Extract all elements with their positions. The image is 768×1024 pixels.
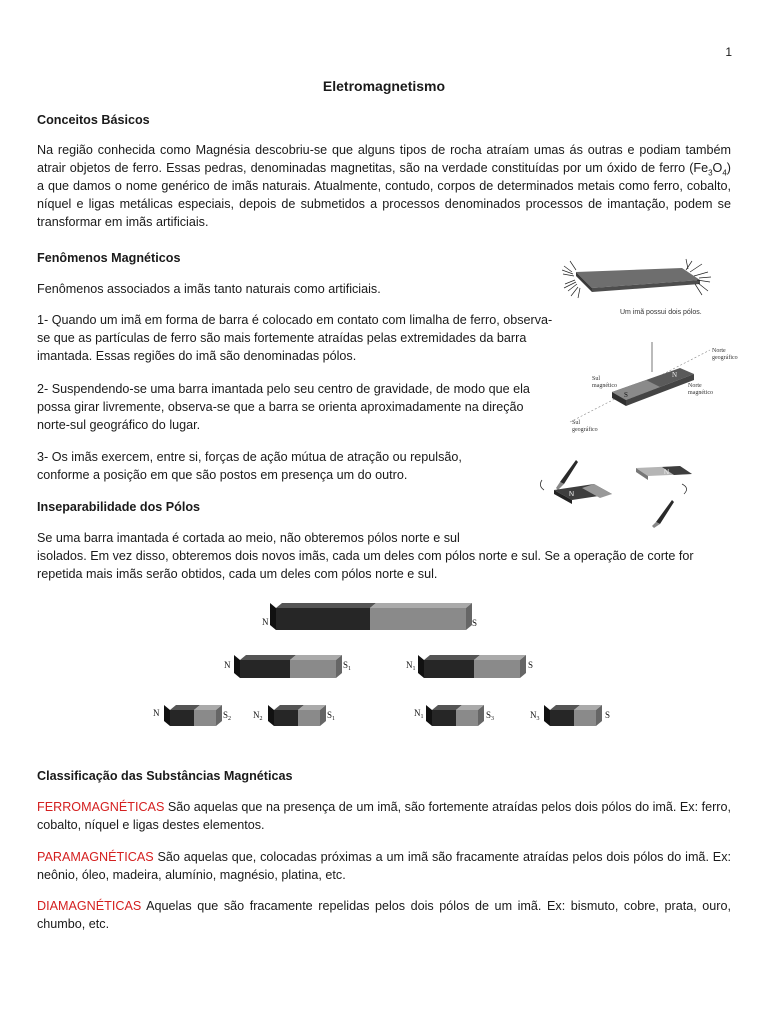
magnet-half-1 [234, 655, 342, 678]
formula-sub-4: 4 [722, 168, 727, 178]
paragraph-text-end: ) a que damos o nome genérico de imãs naturais. Atualmente, contudo, corpos de determinados metais como ferro, cobalto, níquel e ligas metálicas especiais, depois de submetidos a processos denominados processos de imantação, podem se transformar em imãs artificiais. [37, 161, 731, 229]
row3b-label-n-letter: N [253, 710, 260, 720]
phenomenon-item-1: 1- Quando um imã em forma de barra é colocado em contato com limalha de ferro, observa-se que as partículas de ferro são mais fortemente atraídas pelas extremidades da barra imantada. Essas regiões do imã são denominadas pólos. [37, 313, 553, 363]
row2b-label-n-sub: 1 [412, 666, 416, 672]
inseparability-line-1: Se uma barra imantada é cortada ao meio, não obteremos pólos norte e sul [37, 531, 460, 545]
row3a-label-s [223, 710, 231, 722]
row3b-label-s [327, 710, 335, 722]
row3b-label-n-sub: 2 [259, 716, 263, 722]
class-paramagneticas [37, 848, 731, 884]
row3c-label-s [486, 710, 494, 722]
row3d-label-s: S [605, 710, 611, 720]
heading-fenomenos-magneticos: Fenômenos Magnéticos [37, 251, 181, 265]
row3d-label-n-sub: 3 [536, 716, 540, 722]
phenomena-intro: Fenômenos associados a imãs tanto naturais como artificiais. [37, 282, 381, 296]
heading-classificacao: Classificação das Substâncias Magnéticas [37, 769, 293, 783]
row3b-label-n [253, 710, 263, 722]
heading-inseparabilidade: Inseparabilidade dos Pólos [37, 500, 201, 514]
magnet-quarter-1 [164, 705, 222, 726]
formula-sub-3: 3 [708, 168, 713, 178]
magnet-full [270, 603, 472, 630]
south-mag-label-2: magnético [592, 383, 617, 389]
figure-iron-filings [562, 258, 712, 320]
north-geo-label-2: geográfico [712, 355, 738, 361]
term-diamagneticas: DIAMAGNÉTICAS [37, 899, 142, 913]
bar-label-n: N [672, 371, 678, 379]
row3a-label-s-letter: S [223, 710, 229, 720]
compass-needle-icon-2 [652, 500, 674, 528]
def-ferromagneticas: São aquelas que na presença de um imã, são fortemente atraídas pelos dois pólos do imã. Ex: ferro, cobalto, níquel e ligas destes elementos. [37, 800, 731, 832]
def-paramagneticas: São aquelas que, colocadas próximas a um imã são fracamente atraídas pelos dois pólos do imã. Ex: neônio, óleo, madeira, alumínio, magnésio, platina, etc. [37, 850, 731, 882]
south-geo-label-1: Sul [572, 420, 581, 426]
magnet-1-label-n: N [569, 491, 575, 498]
row3d-label-n [530, 710, 540, 722]
north-mag-label-2: magnético [688, 390, 713, 396]
magnet-quarter-3 [426, 705, 484, 726]
figure-magnet-interaction [532, 454, 742, 529]
row1-label-s: S [472, 618, 478, 628]
figure-magnet-cutting [150, 598, 620, 740]
row1-label-n: N [262, 617, 269, 627]
row2a-label-s-sub: 1 [348, 666, 352, 672]
row3a-label-s-sub: 2 [228, 716, 232, 722]
row3c-label-s-sub: 3 [491, 716, 495, 722]
iron-filings-left-icon [562, 261, 580, 298]
row2b-label-n [406, 660, 416, 672]
paragraph-text-start: Na região conhecida como Magnésia descobriu-se que alguns tipos de rocha atraíam umas ás outras e podiam também atrair objetos de ferro. Essas pedras, denominadas magnetitas, são na verdade constituídas por um óxido de ferro ( [37, 143, 731, 175]
figure-filings-caption: Um imã possui dois pólos. [620, 309, 702, 316]
inseparability-line-2: isolados. Em vez disso, obteremos dois novos imãs, cada um deles com pólos norte e sul. Se a operação de corte for repetida mais imãs serão obtidos, cada um deles com pólos norte e sul. [37, 549, 694, 581]
row3b-label-s-letter: S [327, 710, 333, 720]
bar-label-s: S [624, 391, 628, 399]
magnet-bar-1 [554, 484, 612, 504]
north-geo-label-1: Norte [712, 348, 726, 354]
class-ferromagneticas [37, 798, 731, 834]
figure-suspended-magnet [560, 342, 750, 437]
heading-conceitos-basicos: Conceitos Básicos [37, 113, 150, 127]
row2b-label-n-letter: N [406, 660, 413, 670]
paragraph-conceitos-basicos [37, 141, 731, 231]
row3b-label-s-sub: 1 [332, 716, 336, 722]
magnet-2-label-n: N [664, 469, 670, 476]
phenomenon-item-3: 3- Os imãs exercem, entre si, forças de ação mútua de atração ou repulsão, conforme a posição em que são postos em presença um do outro. [37, 450, 462, 482]
south-geo-label-2: geográfico [572, 427, 598, 433]
row2a-label-s [343, 660, 351, 672]
row2b-label-s: S [528, 660, 534, 670]
row2a-label-n: N [224, 660, 231, 670]
class-diamagneticas [37, 897, 731, 933]
magnet-quarter-2 [268, 705, 326, 726]
compass-needle-icon [556, 460, 578, 490]
term-paramagneticas: PARAMAGNÉTICAS [37, 850, 154, 864]
rotation-arrow-icon-2 [682, 484, 687, 494]
rotation-arrow-icon [540, 480, 544, 490]
row3c-label-n [414, 708, 424, 720]
page-title: Eletromagnetismo [322, 78, 446, 94]
row3c-label-n-letter: N [414, 708, 421, 718]
phenomenon-item-2: 2- Suspendendo-se uma barra imantada pelo seu centro de gravidade, de modo que ela possa girar livremente, observa-se que a barra se orienta aproximadamente na direção norte-sul geográfico do lugar. [37, 382, 530, 432]
formula-o: O [712, 161, 723, 175]
formula-fe: Fe [693, 161, 709, 175]
row3c-label-s-letter: S [486, 710, 492, 720]
row2a-label-s-letter: S [343, 660, 349, 670]
row3a-label-n: N [153, 708, 160, 718]
row3d-label-n-letter: N [530, 710, 537, 720]
north-mag-label-1: Norte [688, 383, 702, 389]
south-mag-label-1: Sul [592, 376, 601, 382]
row3c-label-n-sub: 1 [420, 714, 424, 720]
def-diamagneticas: Aquelas que são fracamente repelidas pelos dois pólos de um imã. Ex: bismuto, cobre, prata, ouro, chumbo, etc. [37, 899, 731, 931]
magnet-half-2 [418, 655, 526, 678]
page-number: 1 [725, 45, 732, 59]
magnet-quarter-4 [544, 705, 602, 726]
term-ferromagneticas: FERROMAGNÉTICAS [37, 800, 165, 814]
